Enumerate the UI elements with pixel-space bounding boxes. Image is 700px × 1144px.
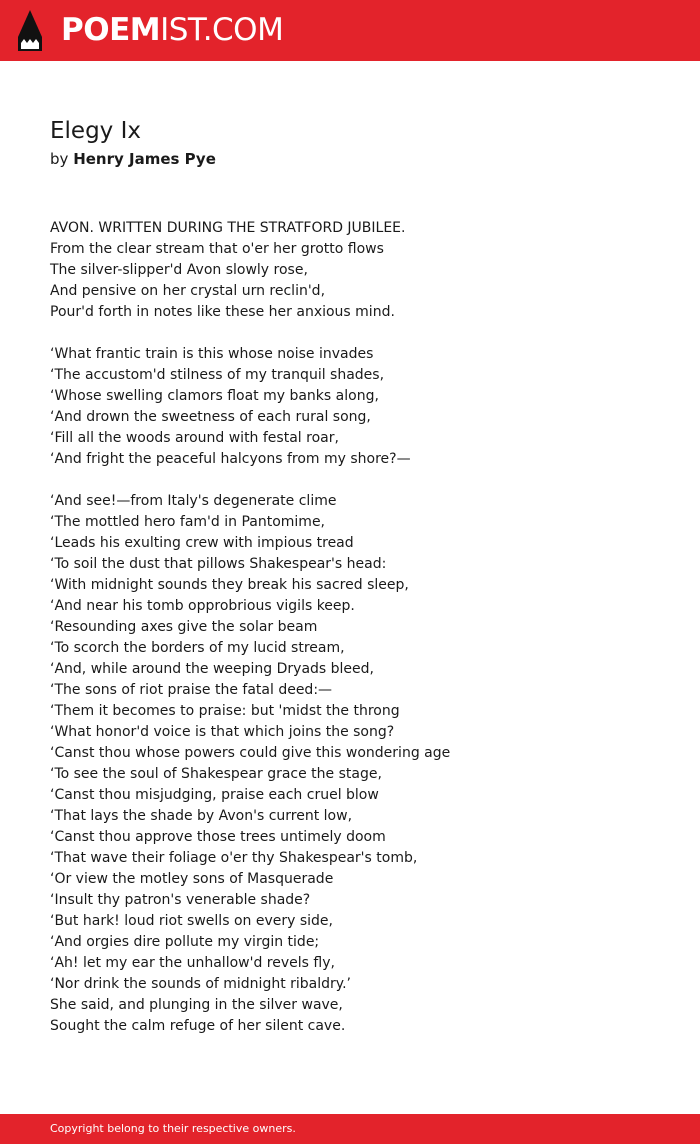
poem-line: ‘Canst thou whose powers could give this wondering age [50, 745, 451, 761]
poem-line: ‘Or view the motley sons of Masquerade [50, 871, 334, 887]
poem-line: ‘But hark! loud riot swells on every side, [50, 913, 333, 929]
poem-line: ‘That wave their foliage o'er thy Shakespear's tomb, [50, 850, 418, 866]
poem-line: Pour'd forth in notes like these her anxious mind. [50, 304, 395, 320]
poem-line: ‘Canst thou approve those trees untimely doom [50, 829, 386, 845]
poem-stanza [50, 344, 670, 470]
poem-stanza [50, 491, 670, 1037]
poem-body [50, 218, 670, 1058]
poem-line: From the clear stream that o'er her grotto flows [50, 241, 384, 257]
poem-stanza [50, 218, 670, 323]
poem-line: ‘Whose swelling clamors float my banks along, [50, 388, 379, 404]
copyright-text: Copyright belong to their respective owners. [50, 1122, 296, 1135]
poem-line: ‘The sons of riot praise the fatal deed:— [50, 682, 333, 698]
poem-line: ‘To soil the dust that pillows Shakespear's head: [50, 556, 387, 572]
poem-line: ‘That lays the shade by Avon's current low, [50, 808, 353, 824]
by-label: by [50, 150, 69, 168]
poem-line: ‘Resounding axes give the solar beam [50, 619, 318, 635]
poem-line: AVON. WRITTEN DURING THE STRATFORD JUBILEE. [50, 220, 406, 236]
poem-line: ‘What honor'd voice is that which joins the song? [50, 724, 395, 740]
poem-line: ‘And fright the peaceful halcyons from my shore?— [50, 451, 411, 467]
logo-brand-bold: POEM [61, 12, 161, 48]
poem-line: ‘With midnight sounds they break his sacred sleep, [50, 577, 409, 593]
poem-line: ‘Insult thy patron's venerable shade? [50, 892, 311, 908]
site-footer [0, 1114, 700, 1144]
poem-line: ‘Leads his exulting crew with impious tread [50, 535, 354, 551]
poem-line: ‘Nor drink the sounds of midnight ribaldry.’ [50, 976, 351, 992]
logo-brand-light: IST.COM [160, 12, 284, 48]
poem-line: Sought the calm refuge of her silent cave. [50, 1018, 346, 1034]
poem-line: The silver-slipper'd Avon slowly rose, [50, 262, 308, 278]
poem-line: ‘To scorch the borders of my lucid stream, [50, 640, 345, 656]
site-logo[interactable] [61, 10, 283, 51]
poem-line: ‘Canst thou misjudging, praise each cruel blow [50, 787, 379, 803]
byline [50, 148, 216, 170]
poem-line: And pensive on her crystal urn reclin'd, [50, 283, 326, 299]
site-header [0, 0, 700, 61]
poem-line: She said, and plunging in the silver wave, [50, 997, 343, 1013]
poem-line: ‘And see!—from Italy's degenerate clime [50, 493, 337, 509]
poem-line: ‘And drown the sweetness of each rural song, [50, 409, 371, 425]
poem-line: ‘What frantic train is this whose noise invades [50, 346, 374, 362]
author-name: Henry James Pye [73, 150, 216, 168]
poem-line: ‘Ah! let my ear the unhallow'd revels fly, [50, 955, 335, 971]
poem-line: ‘And, while around the weeping Dryads bleed, [50, 661, 374, 677]
poem-line: ‘And near his tomb opprobrious vigils keep. [50, 598, 355, 614]
poem-line: ‘To see the soul of Shakespear grace the stage, [50, 766, 382, 782]
poem-title: Elegy Ix [50, 118, 141, 144]
poem-line: ‘The accustom'd stilness of my tranquil shades, [50, 367, 385, 383]
poem-line: ‘Fill all the woods around with festal roar, [50, 430, 339, 446]
poem-line: ‘Them it becomes to praise: but 'midst the throng [50, 703, 400, 719]
poem-line: ‘The mottled hero fam'd in Pantomime, [50, 514, 326, 530]
pencil-tip-icon[interactable] [18, 10, 42, 51]
poem-line: ‘And orgies dire pollute my virgin tide; [50, 934, 320, 950]
